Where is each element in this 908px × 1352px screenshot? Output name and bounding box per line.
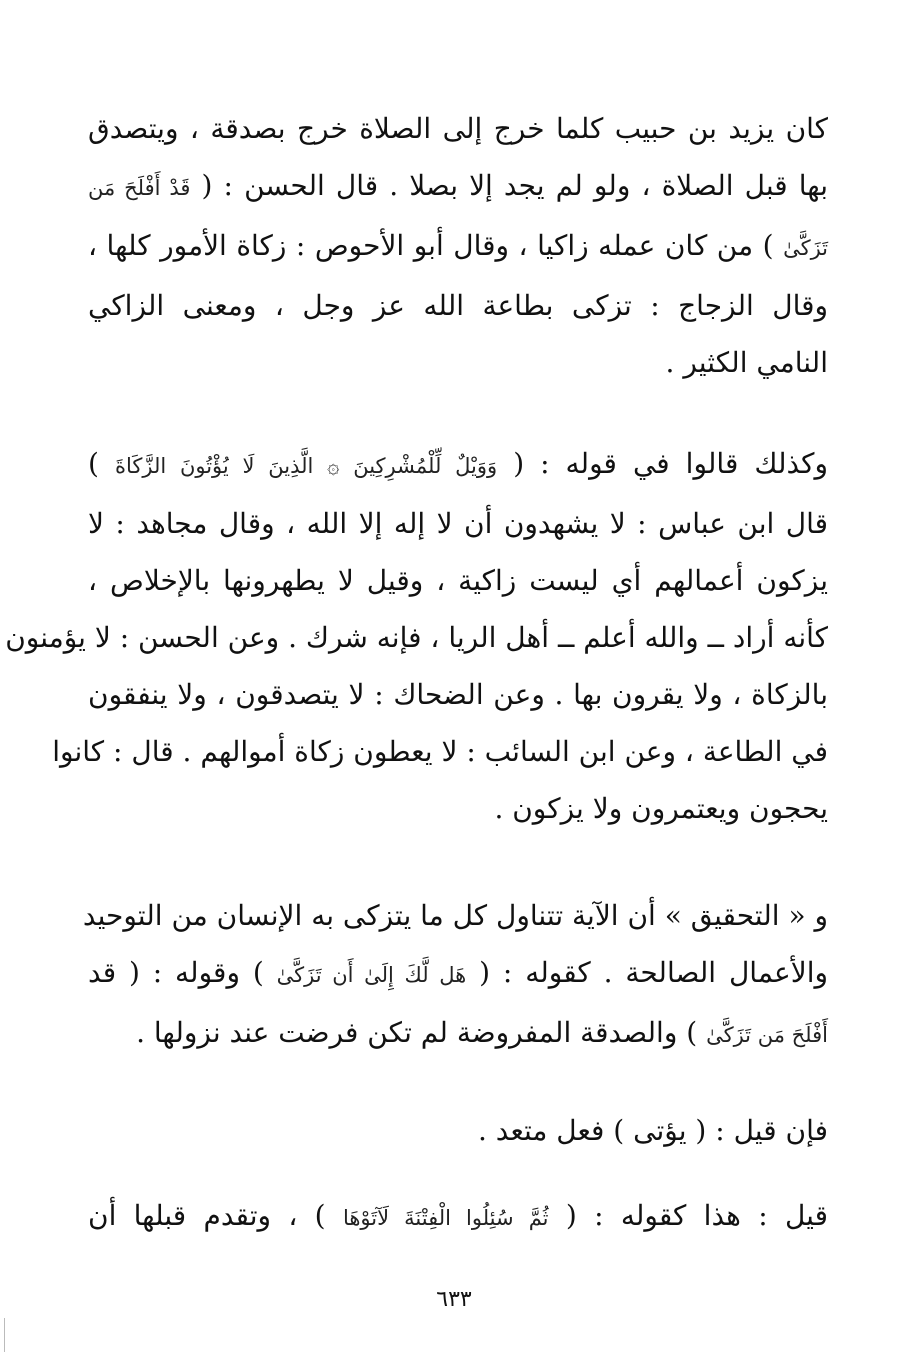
paragraph-2-line-3: يزكون أعمالهم أي ليست زاكية ، وقيل لا يطهرونها بالإخلاص ، <box>88 564 828 597</box>
paragraph-1-line-3-text: ) من كان عمله زاكيا ، وقال أبو الأحوص : زكاة الأمور كلها ، <box>88 229 774 262</box>
paragraph-5-line-1-tail: ) ، وتقدم قبلها أن <box>88 1199 326 1232</box>
paragraph-1-line-5: النامي الكثير . <box>665 346 828 379</box>
paragraph-2-line-1-text: وكذلك قالوا في قوله : ( <box>513 447 829 480</box>
paragraph-5-line-1-text: قيل : هذا كقوله : ( <box>565 1199 829 1232</box>
paragraph-1 <box>88 100 828 391</box>
quran-verse: هَل لَّكَ إِلَىٰ أَن تَزَكَّىٰ <box>276 963 467 987</box>
quran-verse-fragment: أَفْلَحَ مَن تَزَكَّىٰ <box>706 1023 828 1047</box>
scan-edge-mark <box>4 1318 5 1352</box>
paragraph-3-line-1: و « التحقيق » أن الآية تتناول كل ما يتزكى به الإنسان من التوحيد <box>82 899 828 932</box>
paragraph-1-line-2-text: بها قبل الصلاة ، ولو لم يجد إلا بصلا . قال الحسن : ( <box>201 169 829 202</box>
paragraph-1-line-2 <box>88 157 828 217</box>
paragraph-2-line-7: يحجون ويعتمرون ولا يزكون . <box>494 792 828 825</box>
paragraph-5 <box>88 1187 828 1247</box>
paragraph-2-line-1-close: ) <box>88 447 99 480</box>
paragraph-4 <box>88 1102 828 1159</box>
paragraph-2-line-4: كأنه أراد ــ والله أعلم ــ أهل الريا ، فإنه شرك . وعن الحسن : لا يؤمنون <box>5 621 828 654</box>
paragraph-3-line-2-text: والأعمال الصالحة . كقوله : ( <box>479 956 828 989</box>
paragraph-1-line-4: وقال الزجاج : تزكى بطاعة الله عز وجل ، ومعنى الزاكي <box>88 289 828 322</box>
quran-verse-fragment: تَزَكَّىٰ <box>783 236 828 260</box>
paragraph-3-line-3-text: ) والصدقة المفروضة لم تكن فرضت عند نزولها . <box>136 1016 698 1049</box>
quran-verse: ثُمَّ سُئِلُوا الْفِتْنَةَ لَآتَوْهَا <box>342 1206 549 1230</box>
paragraph-3-line-2 <box>88 944 828 1004</box>
paragraph-2 <box>5 435 829 837</box>
paragraph-1-line-3 <box>88 217 828 277</box>
paragraph-5-line-1 <box>88 1187 828 1247</box>
quran-verse: وَوَيْلٌ لِّلْمُشْرِكِينَ ۞ الَّذِينَ لَا يُؤْتُونَ الزَّكَاةَ <box>114 454 498 478</box>
paragraph-3 <box>82 887 828 1064</box>
paragraph-2-line-1 <box>88 435 828 495</box>
paragraph-1-line-1: كان يزيد بن حبيب كلما خرج إلى الصلاة خرج بصدقة ، ويتصدق <box>88 112 828 145</box>
paragraph-4-line-1: فإن قيل : ( يؤتى ) فعل متعد . <box>477 1114 828 1147</box>
page-number: ٦٣٣ <box>436 1287 472 1312</box>
paragraph-2-line-5: بالزكاة ، ولا يقرون بها . وعن الضحاك : لا يتصدقون ، ولا ينفقون <box>88 678 828 711</box>
paragraph-3-line-3 <box>88 1004 828 1064</box>
paragraph-2-line-2: قال ابن عباس : لا يشهدون أن لا إله إلا الله ، وقال مجاهد : لا <box>88 507 829 540</box>
paragraph-3-line-2-tail: ) وقوله : ( قد <box>88 956 264 989</box>
paragraph-2-line-6: في الطاعة ، وعن ابن السائب : لا يعطون زكاة أموالهم . قال : كانوا <box>52 735 828 768</box>
quran-verse-fragment: قَدْ أَفْلَحَ مَن <box>88 176 191 200</box>
